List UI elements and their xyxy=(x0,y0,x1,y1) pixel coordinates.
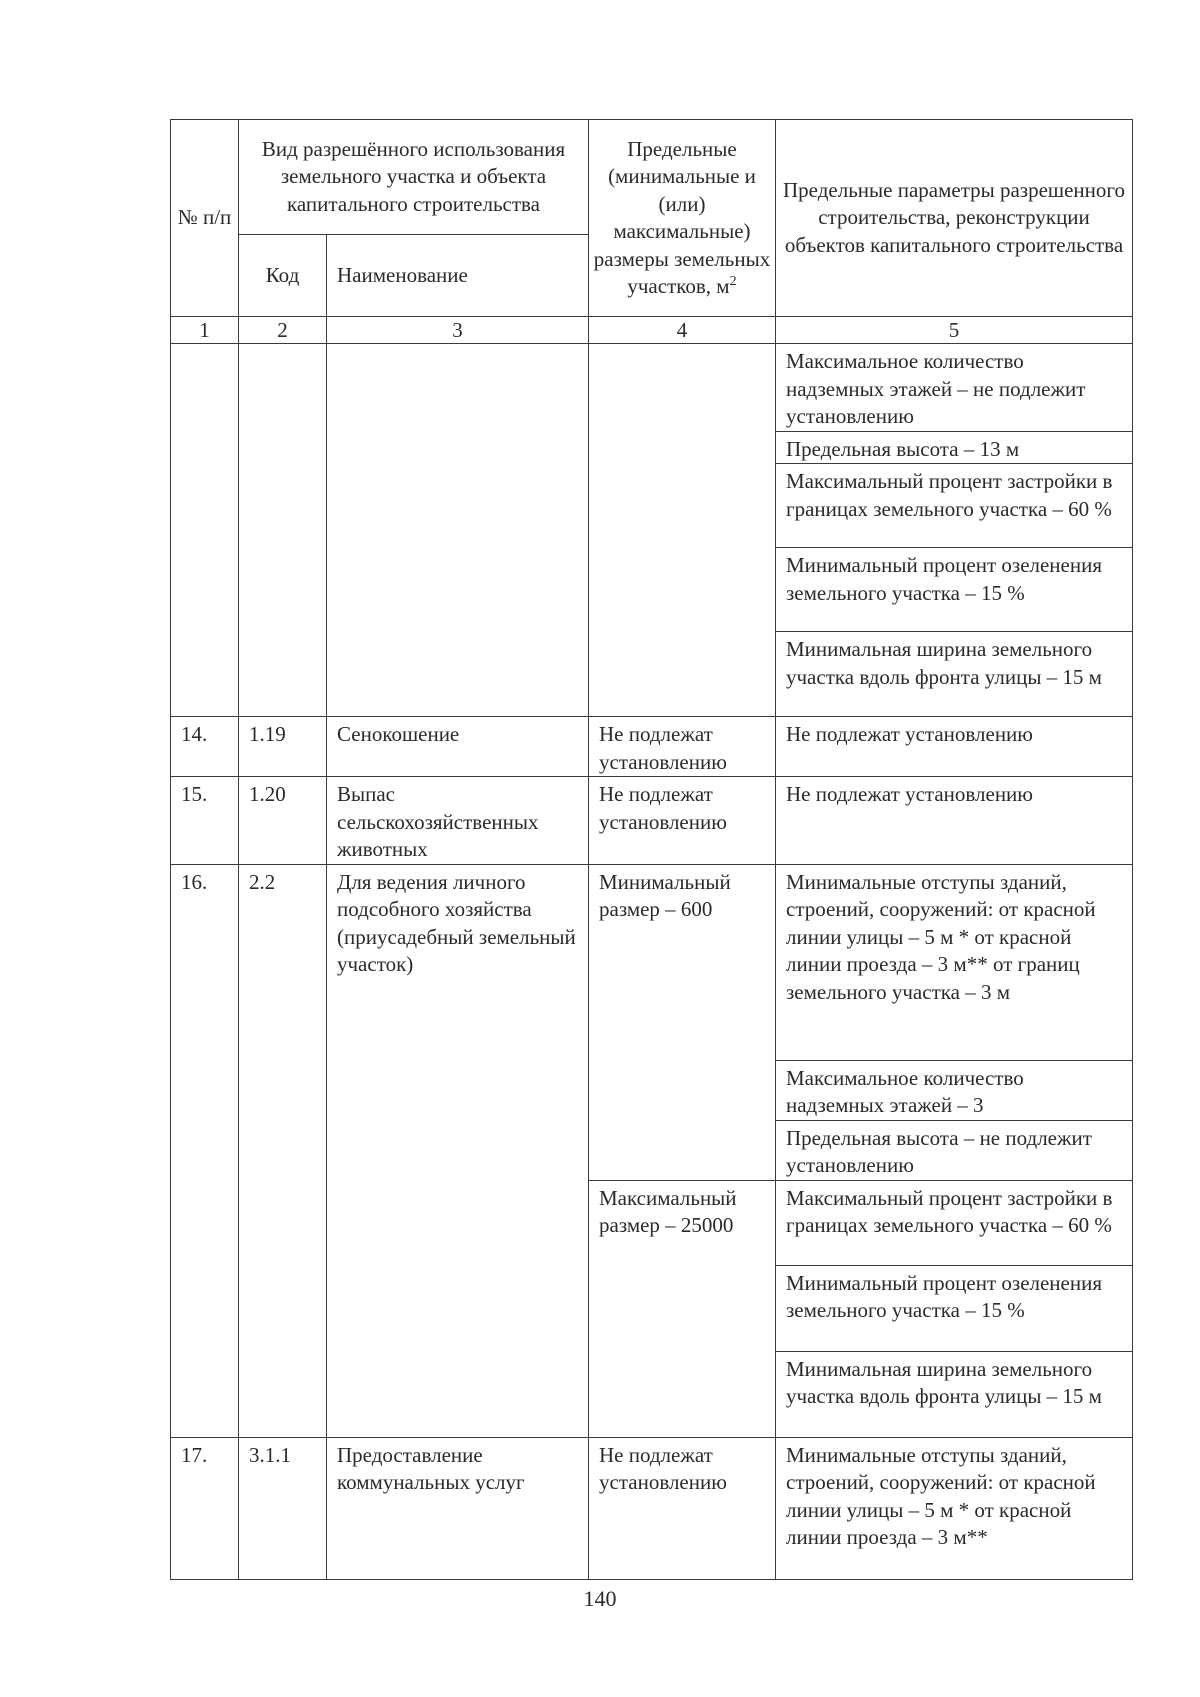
zoning-table xyxy=(170,119,1133,1580)
r16-param: Минимальный процент озеленения земельного участка – 15 % xyxy=(776,1265,1133,1351)
r13-name xyxy=(327,344,589,717)
r16-param: Максимальное количество надземных этажей – 3 xyxy=(776,1060,1133,1120)
r14-code: 1.19 xyxy=(239,717,327,777)
col-number-3: 3 xyxy=(327,317,589,344)
r15-code: 1.20 xyxy=(239,777,327,865)
col-number-4: 4 xyxy=(589,317,776,344)
col-number-1: 1 xyxy=(171,317,239,344)
r17-params: Минимальные отступы зданий, строений, сооружений: от красной линии улицы – 5 м * от красной линии проезда – 3 м** xyxy=(776,1437,1133,1579)
r17-name: Предоставление коммунальных услуг xyxy=(327,1437,589,1579)
r13-param: Минимальный процент озеленения земельного участка – 15 % xyxy=(776,548,1133,632)
header-plot-size-text: Предельные (минимальные и (или) максимальные) размеры земельных участков, м xyxy=(593,136,771,298)
r16-num: 16. xyxy=(171,864,239,1437)
header-parameters: Предельные параметры разрешенного строительства, реконструкции объектов капитального строительства xyxy=(776,120,1133,317)
r13-code xyxy=(239,344,327,717)
r14-params: Не подлежат установлению xyxy=(776,717,1133,777)
r13-param: Предельная высота – 13 м xyxy=(776,431,1133,464)
r16-size-min: Минимальный размер – 600 xyxy=(589,864,776,1180)
r16-param: Минимальная ширина земельного участка вдоль фронта улицы – 15 м xyxy=(776,1351,1133,1437)
r13-param: Максимальное количество надземных этажей – не подлежит установлению xyxy=(776,344,1133,432)
r16-param: Максимальный процент застройки в границах земельного участка – 60 % xyxy=(776,1180,1133,1265)
r17-num: 17. xyxy=(171,1437,239,1579)
col-number-5: 5 xyxy=(776,317,1133,344)
r14-name: Сенокошение xyxy=(327,717,589,777)
r16-param: Предельная высота – не подлежит установлению xyxy=(776,1120,1133,1180)
r14-size: Не подлежат установлению xyxy=(589,717,776,777)
header-plot-size xyxy=(589,120,776,317)
r16-param: Минимальные отступы зданий, строений, сооружений: от красной линии улицы – 5 м * от красной линии проезда – 3 м** от границ земельного участка – 3 м xyxy=(776,864,1133,1060)
col-number-2: 2 xyxy=(239,317,327,344)
header-name: Наименование xyxy=(327,235,589,317)
header-num: № п/п xyxy=(171,120,239,317)
r15-name: Выпас сельскохозяйственных животных xyxy=(327,777,589,865)
header-plot-size-sup: 2 xyxy=(729,274,737,289)
r17-code: 3.1.1 xyxy=(239,1437,327,1579)
r13-size xyxy=(589,344,776,717)
r13-param: Максимальный процент застройки в границах земельного участка – 60 % xyxy=(776,464,1133,548)
r16-code: 2.2 xyxy=(239,864,327,1437)
r15-size: Не подлежат установлению xyxy=(589,777,776,865)
r16-size-max: Максимальный размер – 25000 xyxy=(589,1180,776,1437)
r17-size: Не подлежат установлению xyxy=(589,1437,776,1579)
page-number: 140 xyxy=(583,1586,617,1611)
header-code: Код xyxy=(239,235,327,317)
r14-num: 14. xyxy=(171,717,239,777)
r15-num: 15. xyxy=(171,777,239,865)
header-use-type: Вид разрешённого использования земельного участка и объекта капитального строительства xyxy=(239,120,589,235)
r16-name: Для ведения личного подсобного хозяйства (приусадебный земельный участок) xyxy=(327,864,589,1437)
r15-params: Не подлежат установлению xyxy=(776,777,1133,865)
r13-num xyxy=(171,344,239,717)
r13-param: Минимальная ширина земельного участка вдоль фронта улицы – 15 м xyxy=(776,632,1133,717)
